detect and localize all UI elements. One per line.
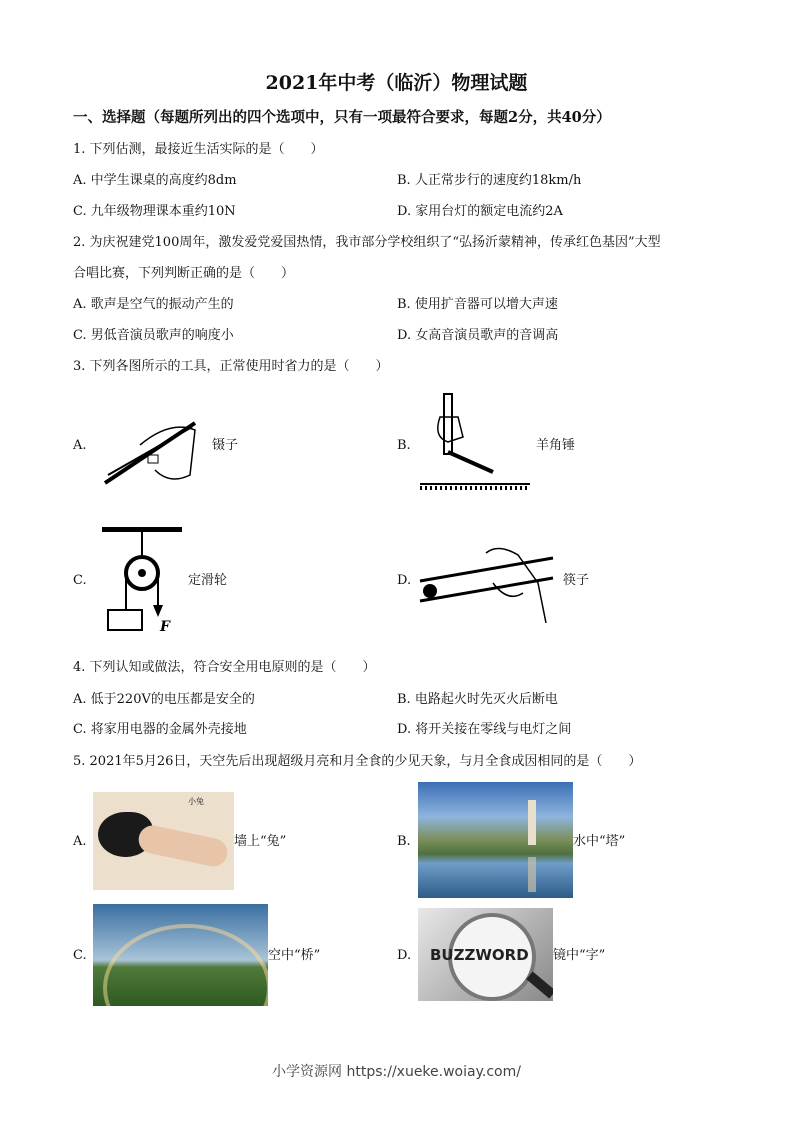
image-text: BUZZWORD	[430, 946, 529, 964]
question-2: 2. 为庆祝建党100周年，激发爱党爱国热情，我市部分学校组织了“弘扬沂蒙精神，传承红色基因”大型	[73, 235, 661, 250]
question-1: 1. 下列估测，最接近生活实际的是（ ）	[73, 142, 324, 157]
caption: 镊子	[212, 438, 239, 453]
option: B.	[397, 438, 411, 453]
chopsticks-figure	[418, 543, 558, 628]
caption: 水中“塔”	[573, 834, 626, 849]
option: C. 将家用电器的金属外壳接地	[73, 722, 247, 737]
option: A.	[73, 834, 87, 849]
caption: 墙上“兔”	[234, 834, 287, 849]
pagoda-reflection-photo	[418, 782, 573, 898]
option: D. 女高音演员歌声的音调高	[397, 328, 559, 343]
caption: 空中“桥”	[268, 948, 321, 963]
image-text: 小兔	[188, 797, 204, 806]
option: D.	[397, 573, 412, 588]
option: D.	[397, 948, 412, 963]
caption: 镜中“字”	[553, 948, 606, 963]
option: C. 男低音演员歌声的响度小	[73, 328, 234, 343]
caption: 筷子	[563, 573, 590, 588]
rabbit-shadow-photo	[93, 792, 234, 890]
question-3: 3. 下列各图所示的工具，正常使用时省力的是（ ）	[73, 359, 389, 374]
page-title: 2021年中考（临沂）物理试题	[265, 72, 528, 94]
option: C.	[73, 573, 87, 588]
section-heading: 一、选择题（每题所列出的四个选项中，只有一项最符合要求，每题2分，共40分）	[73, 109, 611, 126]
option: C.	[73, 948, 87, 963]
question-2-cont: 合唱比赛，下列判断正确的是（ ）	[73, 266, 295, 281]
option: D. 将开关接在零线与电灯之间	[397, 722, 572, 737]
footer-watermark: 小学资源网 https://xueke.woiay.com/	[272, 1064, 521, 1080]
option: A. 歌声是空气的振动产生的	[73, 297, 234, 312]
option: B. 使用扩音器可以增大声速	[397, 297, 558, 312]
option: B.	[397, 834, 411, 849]
question-5: 5. 2021年5月26日，天空先后出现超级月亮和月全食的少见天象，与月全食成因相同的是（ ）	[73, 754, 642, 769]
option: A. 中学生课桌的高度约8dm	[73, 173, 237, 188]
option: B. 电路起火时先灭火后断电	[397, 692, 558, 707]
option: A.	[73, 438, 87, 453]
option: D. 家用台灯的额定电流约2A	[397, 204, 563, 219]
caption: 定滑轮	[188, 573, 228, 588]
option: C. 九年级物理课本重约10N	[73, 204, 236, 219]
rainbow-photo	[93, 904, 268, 1006]
option: B. 人正常步行的速度约18km/h	[397, 173, 582, 188]
option: A. 低于220V的电压都是安全的	[73, 692, 255, 707]
claw-hammer-figure	[418, 392, 533, 492]
fixed-pulley-figure	[100, 525, 185, 635]
caption: 羊角锤	[536, 438, 576, 453]
magnifier-photo	[418, 908, 553, 1001]
tweezers-figure	[100, 415, 200, 490]
force-label: F	[160, 619, 170, 635]
question-4: 4. 下列认知或做法，符合安全用电原则的是（ ）	[73, 660, 376, 675]
